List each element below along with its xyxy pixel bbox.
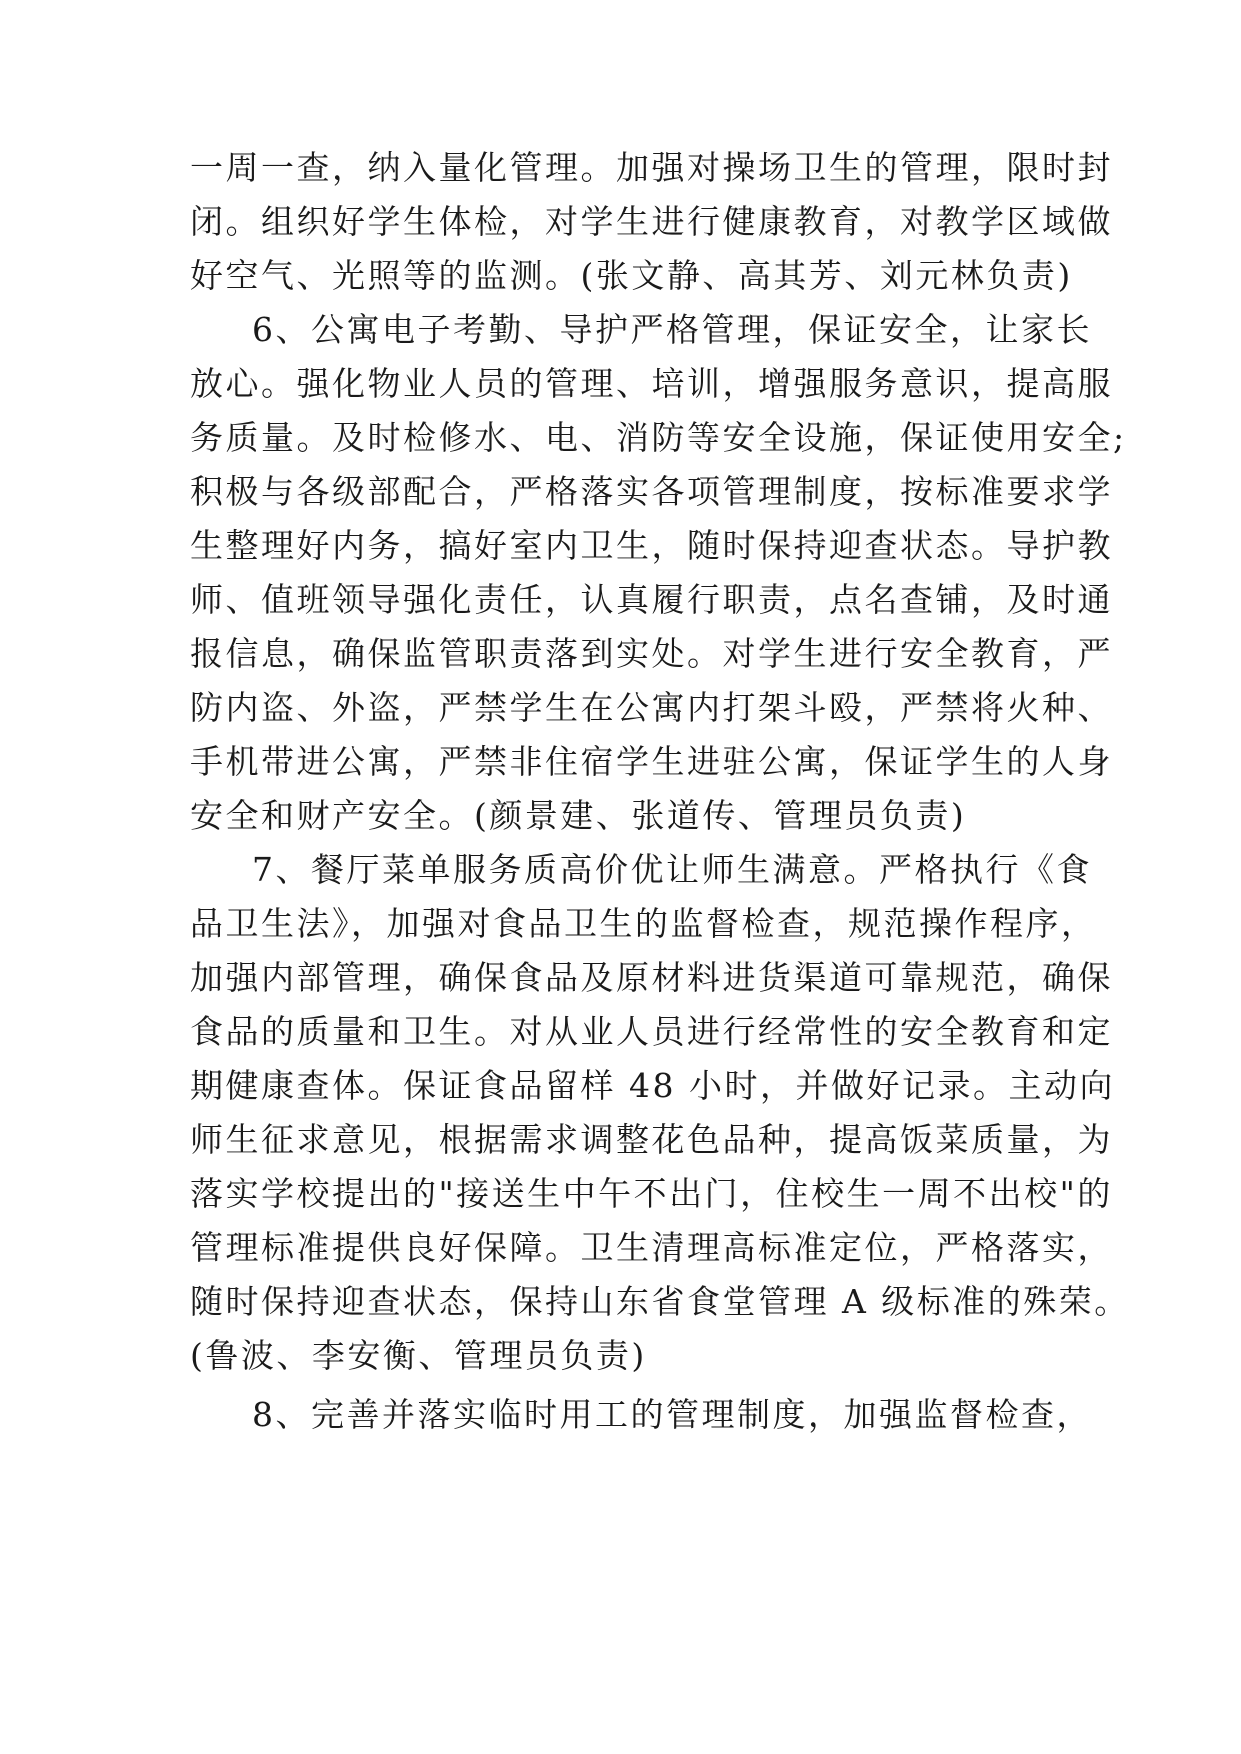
paragraph-7-start: 7、餐厅菜单服务质高价优让师生满意。严格执行《食: [252, 850, 1092, 889]
text-line: 管理标准提供良好保障。卫生清理高标准定位，严格落实，: [190, 1228, 1113, 1267]
text-line: 随时保持迎查状态，保持山东省食堂管理 A 级标准的殊荣。: [190, 1282, 1130, 1321]
text-line: 手机带进公寓，严禁非住宿学生进驻公寓，保证学生的人身: [190, 742, 1113, 781]
text-line: 一周一查，纳入量化管理。加强对操场卫生的管理，限时封: [190, 148, 1113, 187]
text-line: 生整理好内务，搞好室内卫生，随时保持迎查状态。导护教: [190, 526, 1113, 565]
text-line: 防内盗、外盗，严禁学生在公寓内打架斗殴，严禁将火种、: [190, 688, 1113, 727]
text-line: 加强内部管理，确保食品及原材料进货渠道可靠规范，确保: [190, 958, 1113, 997]
text-line: 好空气、光照等的监测。(张文静、高其芳、刘元林负责): [190, 256, 1073, 295]
text-line: 期健康查体。保证食品留样 48 小时，并做好记录。主动向: [190, 1066, 1115, 1105]
text-line: 积极与各级部配合，严格落实各项管理制度，按标准要求学: [190, 472, 1113, 511]
text-line: 务质量。及时检修水、电、消防等安全设施，保证使用安全;: [190, 418, 1127, 457]
text-line: 落实学校提出的"接送生中午不出门，住校生一周不出校"的: [190, 1174, 1113, 1213]
text-line: 放心。强化物业人员的管理、培训，增强服务意识，提高服: [190, 364, 1113, 403]
text-line: 食品的质量和卫生。对从业人员进行经常性的安全教育和定: [190, 1012, 1113, 1051]
text-line: 师生征求意见，根据需求调整花色品种，提高饭菜质量，为: [190, 1120, 1113, 1159]
text-line: 品卫生法》，加强对食品卫生的监督检查，规范操作程序，: [190, 904, 1097, 943]
paragraph-6-start: 6、公寓电子考勤、导护严格管理，保证安全，让家长: [252, 310, 1092, 349]
text-line: 安全和财产安全。(颜景建、张道传、管理员负责): [190, 796, 967, 835]
text-line: 师、值班领导强化责任，认真履行职责，点名查铺，及时通: [190, 580, 1113, 619]
text-line: 闭。组织好学生体检，对学生进行健康教育，对教学区域做: [190, 202, 1113, 241]
text-line: (鲁波、李安衡、管理员负责): [190, 1336, 647, 1375]
text-line: 报信息，确保监管职责落到实处。对学生进行安全教育，严: [190, 634, 1113, 673]
paragraph-8-start: 8、完善并落实临时用工的管理制度，加强监督检查，: [252, 1395, 1092, 1434]
